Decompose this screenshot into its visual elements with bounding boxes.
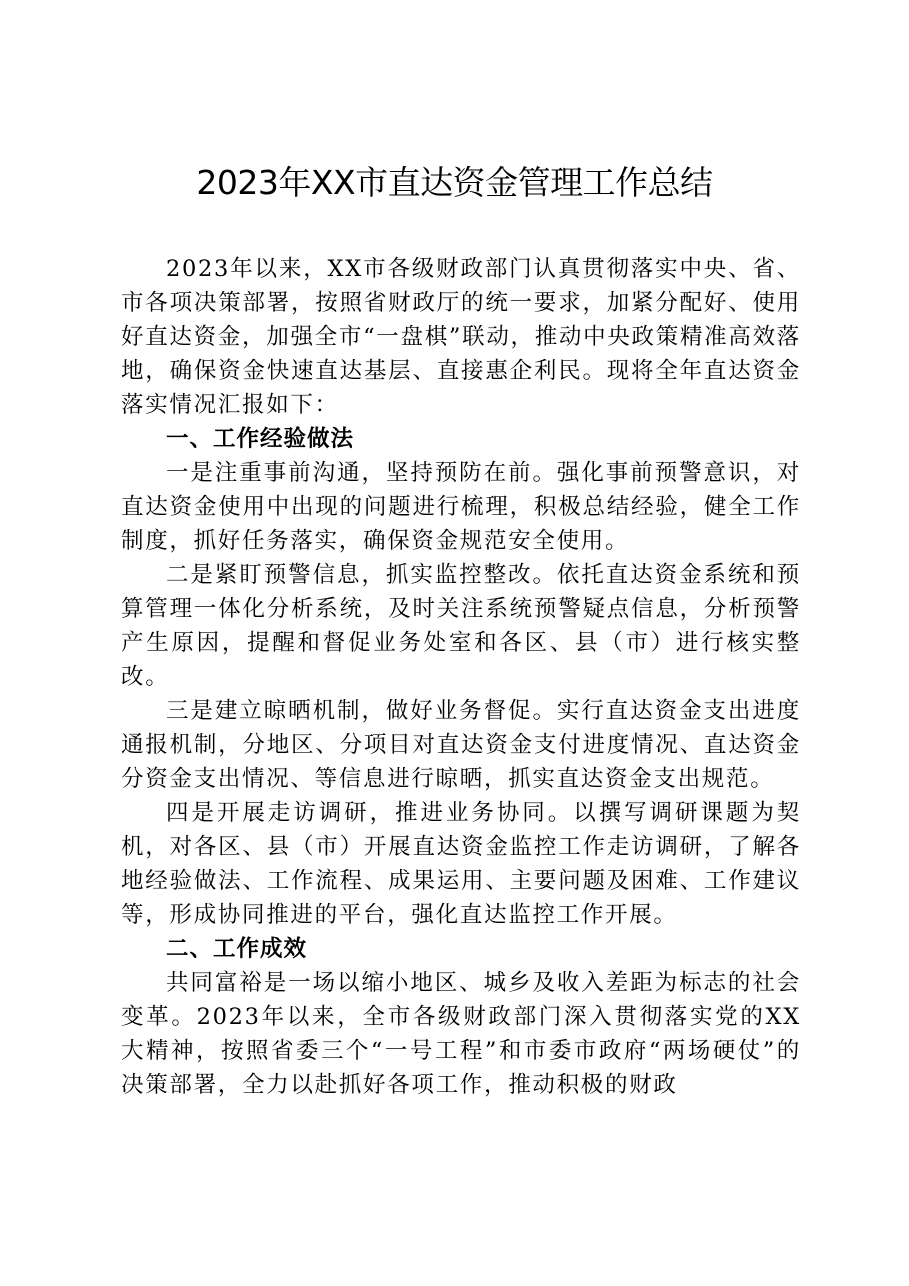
section-heading-results: 二、工作成效: [166, 936, 308, 962]
document-title: 2023年XX市直达资金管理工作总结: [196, 163, 713, 202]
document-body: [121, 252, 801, 1102]
paragraph-item-1: 一是注重事前沟通，坚持预防在前。强化事前预警意识，对直达资金使用中出现的问题进行梳理，积极总结经验，健全工作制度，抓好任务落实，确保资金规范安全使用。: [121, 460, 801, 554]
results-paragraph: 共同富裕是一场以缩小地区、城乡及收入差距为标志的社会变革。2023年以来，全市各级财政部门深入贯彻落实党的XX大精神，按照省委三个“一号工程”和市委市政府“两场硬仗”的决策部署，全力以赴抓好各项工作，推动积极的财政: [121, 970, 801, 1098]
intro-paragraph: 2023年以来，XX市各级财政部门认真贯彻落实中央、省、市各项决策部署，按照省财政厅的统一要求，加紧分配好、使用好直达资金，加强全市“一盘棋”联动，推动中央政策精准高效落地，确保资金快速直达基层、直接惠企利民。现将全年直达资金落实情况汇报如下：: [121, 256, 801, 418]
section-heading-experience: 一、工作经验做法: [166, 426, 355, 452]
paragraph-item-3: 三是建立晾晒机制，做好业务督促。实行直达资金支出进度通报机制，分地区、分项目对直达资金支付进度情况、直达资金分资金支出情况、等信息进行晾晒，抓实直达资金支出规范。: [121, 698, 801, 792]
paragraph-item-4: 四是开展走访调研，推进业务协同。以撰写调研课题为契机，对各区、县（市）开展直达资金监控工作走访调研，了解各地经验做法、工作流程、成果运用、主要问题及困难、工作建议等，形成协同推进的平台，强化直达监控工作开展。: [121, 800, 801, 928]
paragraph-item-2: 二是紧盯预警信息，抓实监控整改。依托直达资金系统和预算管理一体化分析系统，及时关注系统预警疑点信息，分析预警产生原因，提醒和督促业务处室和各区、县（市）进行核实整改。: [121, 562, 801, 690]
